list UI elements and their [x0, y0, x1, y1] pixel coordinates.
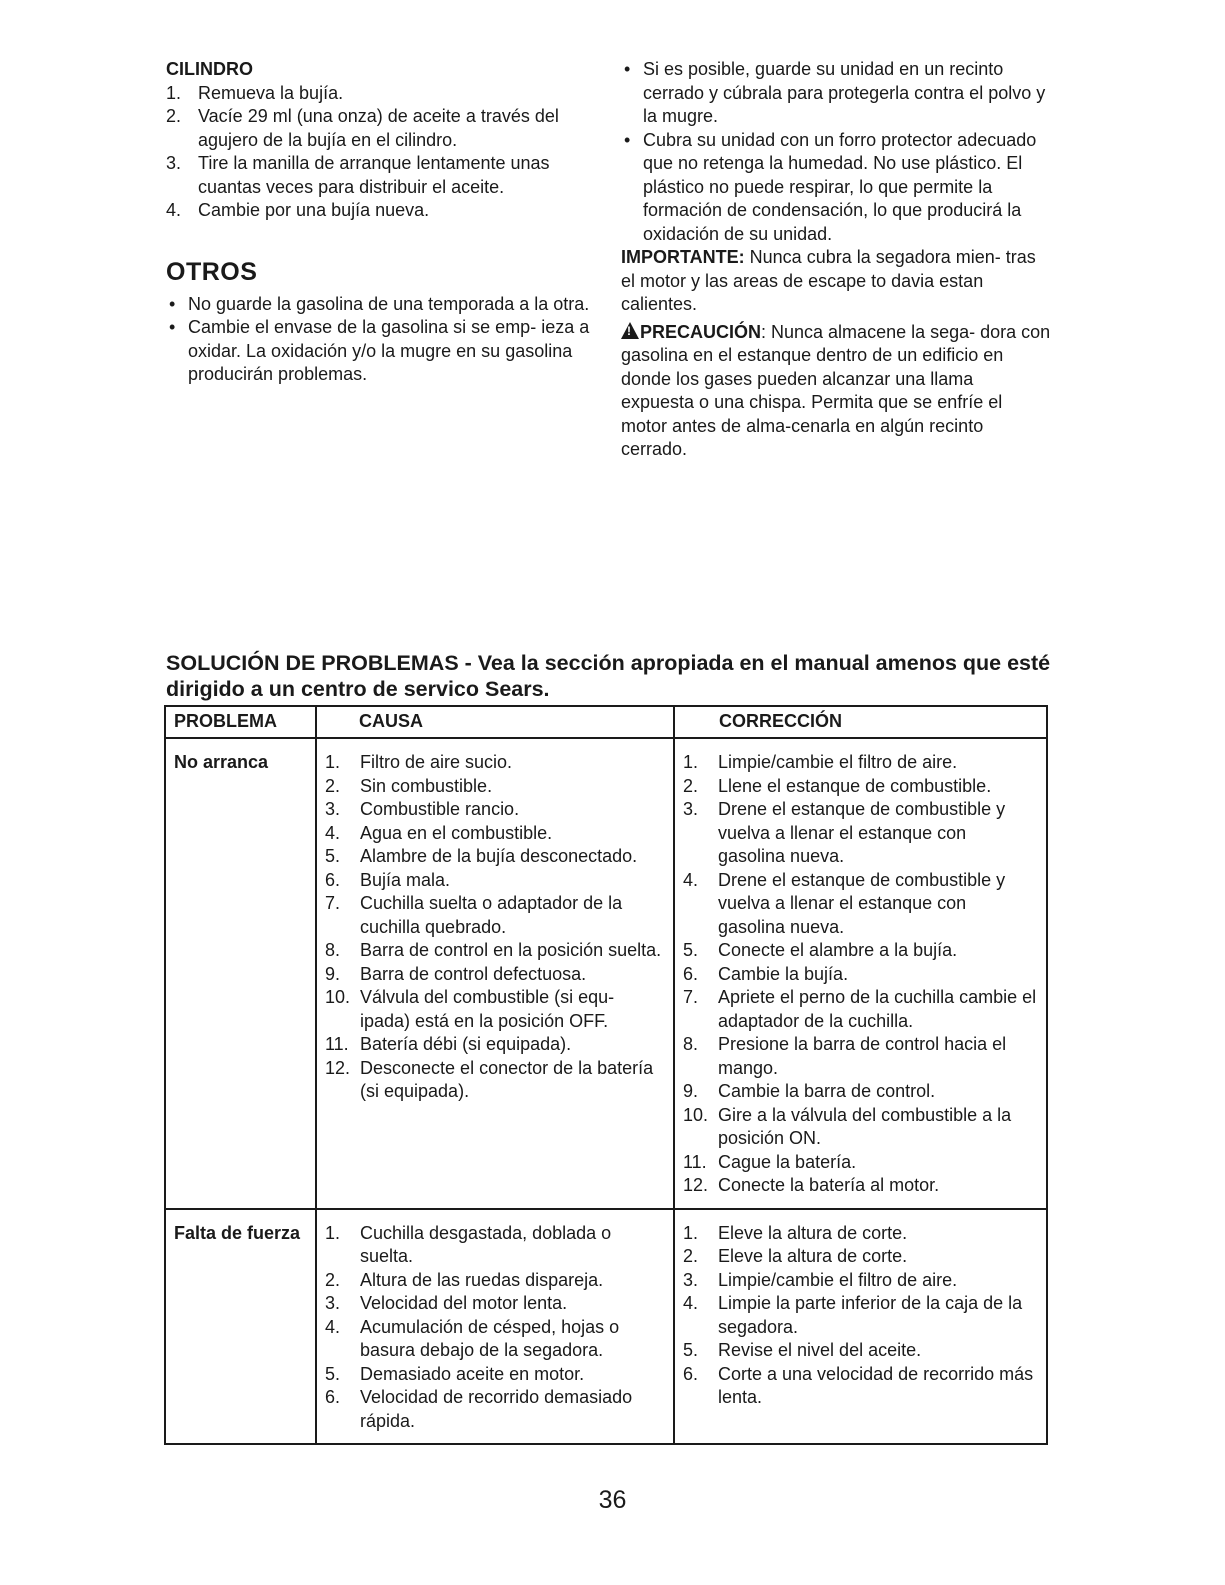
list-item: 4. Drene el estanque de combustible y vuelva a llenar el estanque con gasolina nueva. [683, 869, 1006, 937]
bullet-icon: • [169, 317, 176, 337]
correction-cell [674, 1209, 1047, 1445]
list-item: 4. Acumulación de césped, hojas o basura debajo de la segadora. [325, 1316, 620, 1360]
cylinder-heading: CILINDRO [166, 59, 253, 79]
list-item: 6. Corte a una velocidad de recorrido más lenta. [683, 1363, 1034, 1407]
list-item: 1. Filtro de aire sucio. [325, 752, 513, 772]
troubleshooting-title: SOLUCIÓN DE PROBLEMAS - Vea la sección apropiada en el manual amenos que esté dirigido a un centro de servico Sears. [166, 651, 1051, 701]
correction-list [683, 751, 1038, 1198]
list-item: 9. Barra de control defectuosa. [325, 963, 587, 984]
list-item: 1. Remueva la bujía. [166, 82, 344, 103]
troubleshooting-table [164, 705, 1048, 1445]
page-number: 36 [598, 1486, 627, 1514]
list-item: 7. Cuchilla suelta o adaptador de la cuchilla quebrado. [325, 893, 623, 937]
correction-cell [674, 738, 1047, 1209]
correction-list [683, 1222, 1038, 1410]
table-row [165, 738, 1047, 1209]
others-bullets [166, 293, 606, 387]
cause-cell [316, 738, 674, 1209]
cylinder-steps [166, 82, 606, 223]
storage-bullets [621, 58, 1051, 246]
cause-list [325, 751, 665, 1104]
list-item: 5. Alambre de la bujía desconectado. [325, 846, 638, 866]
list-item: • No guarde la gasolina de una temporada a la otra. [166, 293, 606, 317]
list-item: 8. Presione la barra de control hacia el mango. [683, 1034, 1007, 1078]
list-item: 1. Eleve la altura de corte. [683, 1222, 908, 1243]
cause-list [325, 1222, 665, 1434]
list-item: 2. Altura de las ruedas dispareja. [325, 1269, 604, 1290]
table-header-row [165, 706, 1047, 738]
important-note: IMPORTANTE: Nunca cubra la segadora mien- tras el motor y las areas de escape to davia estan calientes. [621, 247, 1036, 314]
caution-note: !PRECAUCIÓN: Nunca almacene la sega- dora con gasolina en el estanque dentro de un edificio en donde los gases pueden alcanzar una llama expuesta o una chispa. Permita que se enfríe el motor antes de alma-cenarla en algún recinto cerrado. [621, 321, 1051, 462]
header-cause: CAUSA [316, 706, 674, 738]
list-item: 3. Combustible rancio. [325, 799, 520, 819]
list-item: 4. Limpie la parte inferior de la caja de la segadora. [683, 1293, 1023, 1337]
header-correction: CORRECCIÓN [674, 706, 1047, 738]
problem-cell: No arranca [165, 738, 316, 1209]
bullet-icon: • [169, 293, 176, 314]
list-item: 8. Barra de control en la posición suelta. [325, 940, 662, 960]
list-item: 5. Conecte el alambre a la bujía. [683, 940, 958, 960]
table-row [165, 1209, 1047, 1445]
list-item: 11. Cague la batería. [683, 1151, 857, 1172]
list-item: • Cubra su unidad con un forro protector adecuado que no retenga la humedad. No use plástico. El plástico no puede respirar, lo que permite la formación de condensación, lo que producirá la oxidación de su unidad. [624, 129, 1037, 244]
list-item: 12. Conecte la batería al motor. [683, 1175, 940, 1195]
list-item: 4. Agua en el combustible. [325, 822, 553, 843]
list-item: 1. Cuchilla desgastada, doblada o suelta. [325, 1222, 612, 1266]
list-item: 3. Tire la manilla de arranque lentamente unas cuantas veces para distribuir el aceite. [166, 153, 550, 197]
left-column [166, 58, 606, 387]
list-item: 2. Eleve la altura de corte. [683, 1246, 908, 1266]
list-item: • Si es posible, guarde su unidad en un recinto cerrado y cúbrala para protegerla contra el polvo y la mugre. [624, 59, 1046, 126]
list-item: 2. Sin combustible. [325, 775, 493, 796]
list-item: 5. Demasiado aceite en motor. [325, 1363, 585, 1384]
bullet-icon: • [624, 59, 631, 79]
list-item: 6. Bujía mala. [325, 869, 451, 890]
list-item: 10. Gire a la válvula del combustible a la posición ON. [683, 1104, 1012, 1148]
list-item: 6. Cambie la bujía. [683, 963, 849, 984]
list-item: 4. Cambie por una bujía nueva. [166, 200, 430, 220]
list-item: 3. Drene el estanque de combustible y vuelva a llenar el estanque con gasolina nueva. [683, 799, 1006, 866]
list-item: 2. Vacíe 29 ml (una onza) de aceite a través del agujero de la bujía en el cilindro. [166, 106, 559, 150]
problem-cell: Falta de fuerza [165, 1209, 316, 1445]
list-item: 5. Revise el nivel del aceite. [683, 1340, 922, 1360]
list-item: 3. Limpie/cambie el filtro de aire. [683, 1269, 958, 1290]
bullet-icon: • [624, 129, 631, 150]
list-item: 9. Cambie la barra de control. [683, 1081, 936, 1101]
list-item: 10. Válvula del combustible (si equ- ipada) está en la posición OFF. [325, 987, 615, 1031]
list-item: 6. Velocidad de recorrido demasiado rápida. [325, 1387, 633, 1431]
list-item: 2. Llene el estanque de combustible. [683, 775, 992, 796]
header-problem: PROBLEMA [165, 706, 316, 738]
list-item: 3. Velocidad del motor lenta. [325, 1293, 568, 1313]
list-item: 11. Batería débi (si equipada). [325, 1034, 572, 1054]
others-heading: OTROS [166, 257, 258, 286]
list-item: 7. Apriete el perno de la cuchilla cambie el adaptador de la cuchilla. [683, 987, 1037, 1031]
list-item: 1. Limpie/cambie el filtro de aire. [683, 752, 958, 772]
cause-cell [316, 1209, 674, 1445]
list-item: • Cambie el envase de la gasolina si se emp- ieza a oxidar. La oxidación y/o la mugre en su gasolina producirán problemas. [169, 317, 590, 384]
right-column [621, 58, 1051, 462]
list-item: 12. Desconecte el conector de la batería (si equipada). [325, 1057, 654, 1101]
warning-icon [621, 322, 639, 339]
